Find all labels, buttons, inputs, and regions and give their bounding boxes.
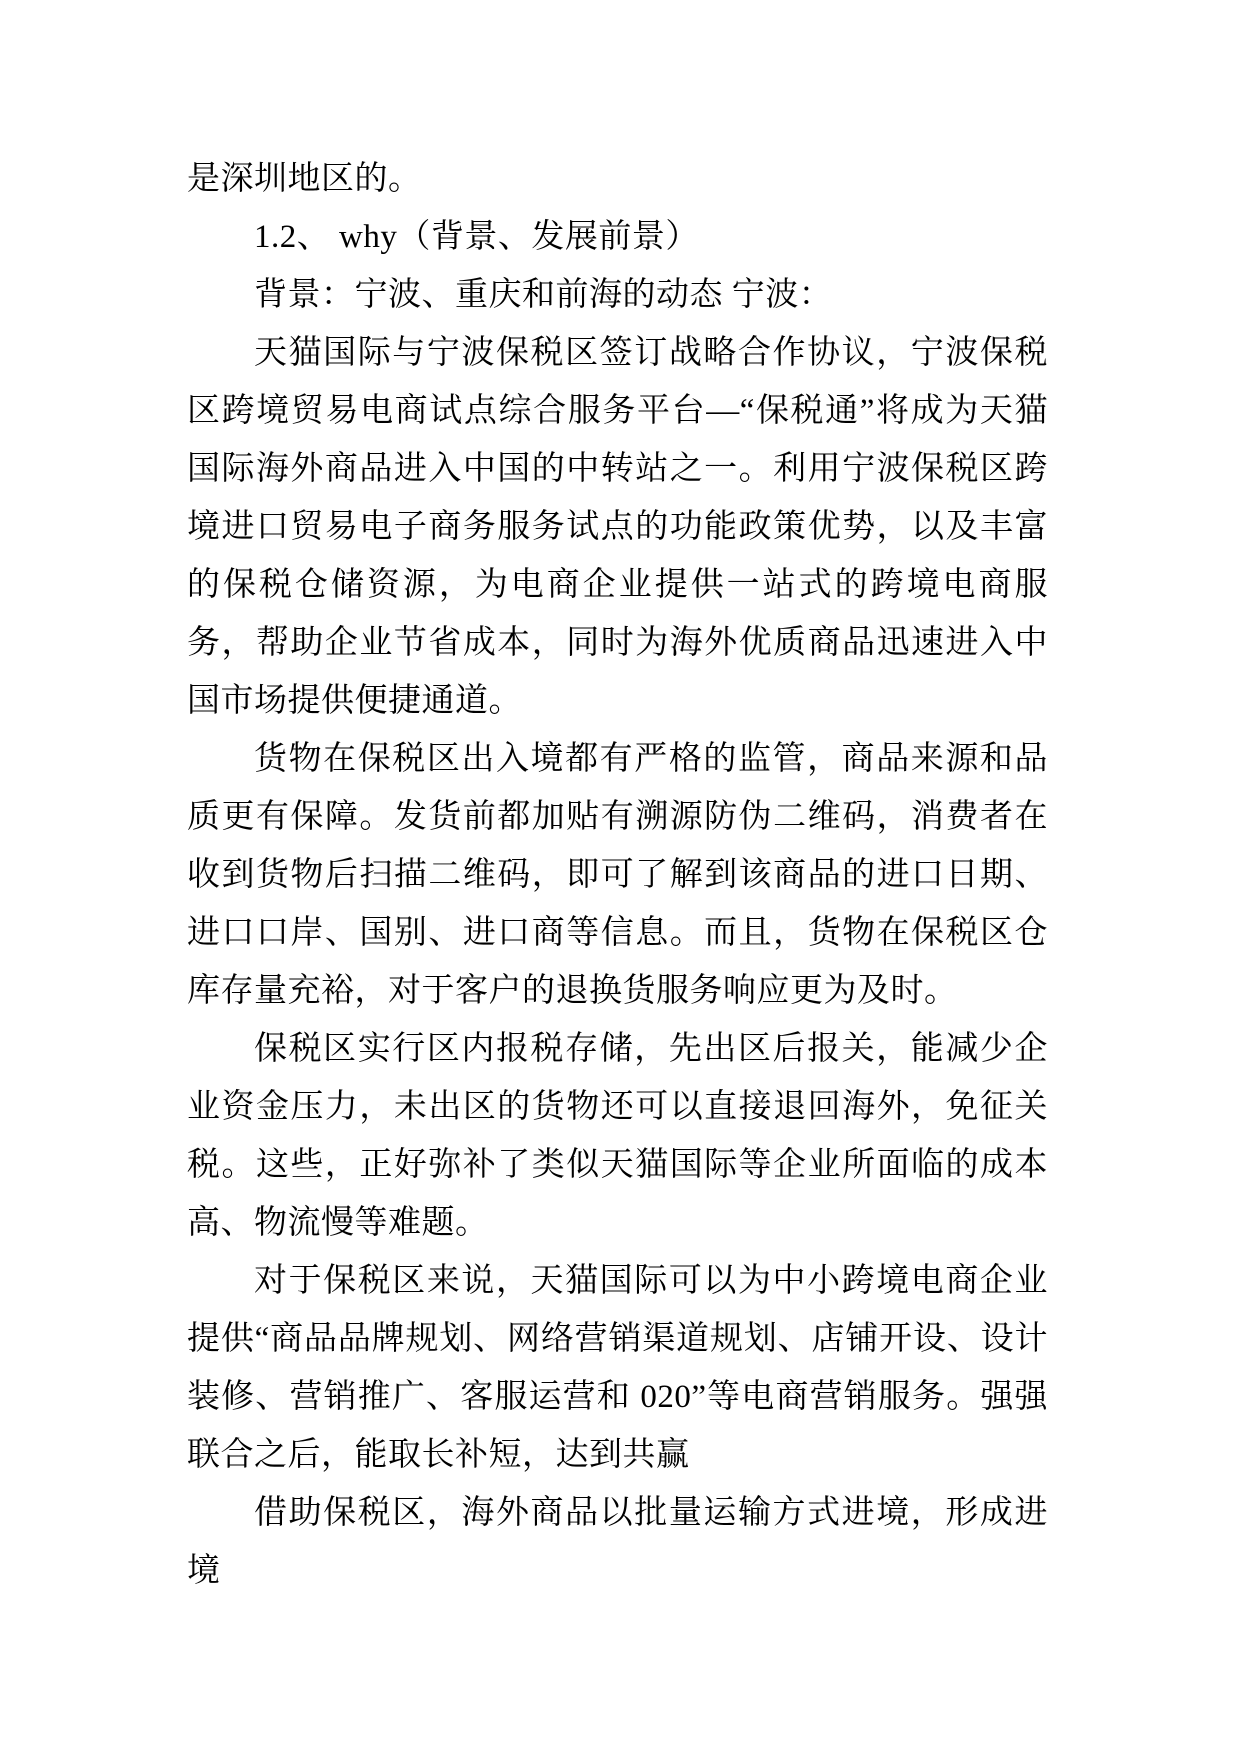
- paragraph-continuation: 是深圳地区的。: [187, 161, 422, 197]
- paragraph-background-lead: 背景：宁波、重庆和前海的动态 宁波：: [254, 277, 833, 313]
- paragraph-bulk-transport: 借助保税区，海外商品以批量运输方式进境，形成进境: [187, 1495, 1048, 1589]
- paragraph-tmall-ningbo-agreement: 天猫国际与宁波保税区签订战略合作协议，宁波保税区跨境贸易电商试点综合服务平台—“保税通”将成为天猫国际海外商品进入中国的中转站之一。利用宁波保税区跨境进口贸易电子商务服务试点的功能政策优势，以及丰富的保税仓储资源，为电商企业提供一站式的跨境电商服务，帮助企业节省成本，同时为海外优质商品迅速进入中国市场提供便捷通道。: [187, 335, 1048, 719]
- section-heading: 1.2、 why（背景、发展前景）: [254, 219, 699, 255]
- paragraph-ecommerce-services: 对于保税区来说，天猫国际可以为中小跨境电商企业提供“商品品牌规划、网络营销渠道规划、店铺开设、设计装修、营销推广、客服运营和 020”等电商营销服务。强强联合之后，能取长补短，达到共赢: [187, 1263, 1048, 1473]
- paragraph-bonded-zone-tax: 保税区实行区内报税存储，先出区后报关，能减少企业资金压力，未出区的货物还可以直接退回海外，免征关税。这些，正好弥补了类似天猫国际等企业所面临的成本高、物流慢等难题。: [187, 1031, 1048, 1241]
- paragraph-goods-supervision: 货物在保税区出入境都有严格的监管，商品来源和品质更有保障。发货前都加贴有溯源防伪二维码，消费者在收到货物后扫描二维码，即可了解到该商品的进口日期、进口口岸、国别、进口商等信息。而且，货物在保税区仓库存量充裕，对于客户的退换货服务响应更为及时。: [187, 741, 1048, 1009]
